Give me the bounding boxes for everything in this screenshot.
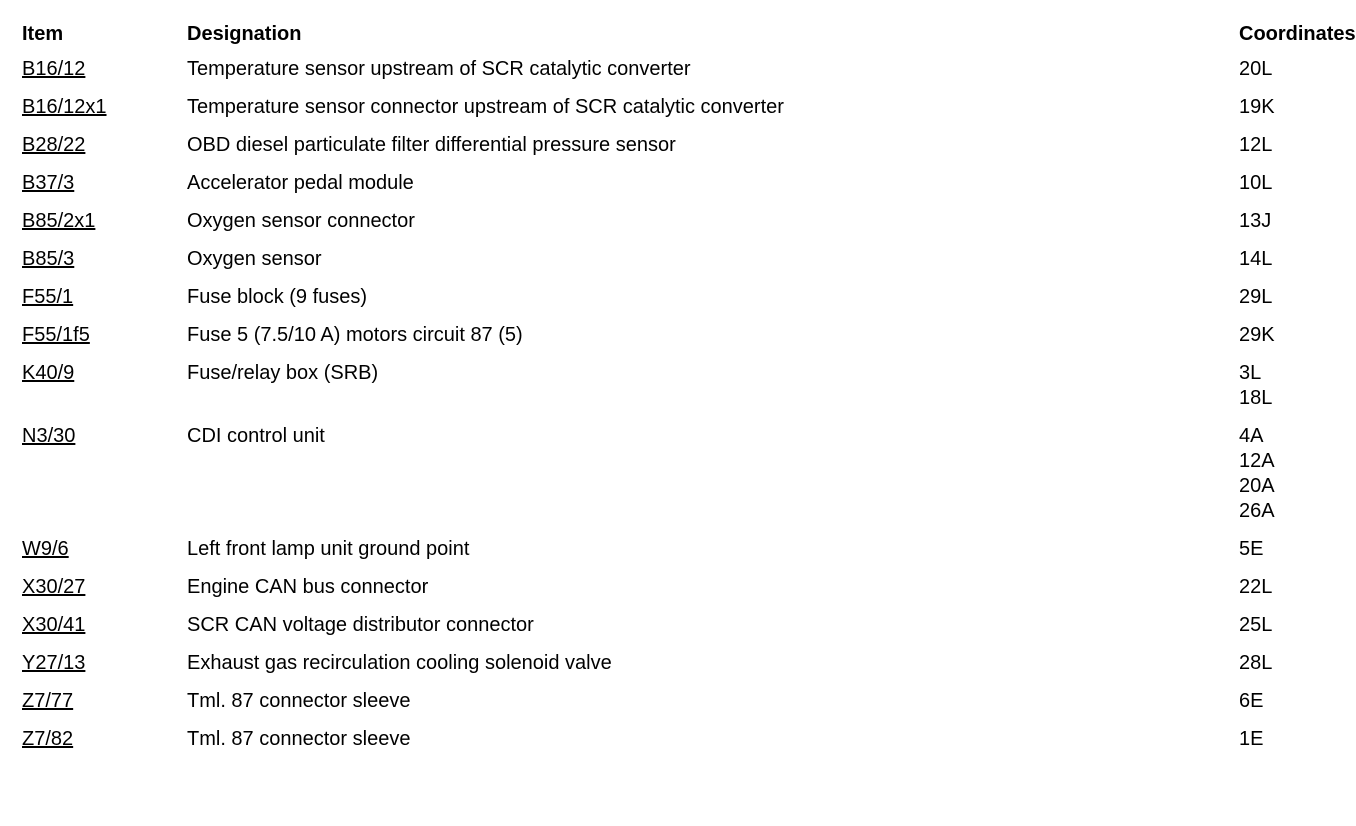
table-row bbox=[22, 50, 1322, 88]
item-link[interactable]: Z7/77 bbox=[22, 690, 74, 712]
item-cell bbox=[22, 568, 187, 606]
item-link[interactable]: X30/41 bbox=[22, 614, 86, 636]
item-link[interactable]: K40/9 bbox=[22, 362, 75, 384]
item-link[interactable]: W9/6 bbox=[22, 538, 69, 560]
item-cell bbox=[22, 417, 187, 530]
coordinate-value: 29L bbox=[1239, 286, 1273, 308]
coordinates-cell bbox=[1239, 126, 1322, 164]
item-link[interactable]: B37/3 bbox=[22, 172, 75, 194]
coordinates-cell bbox=[1239, 644, 1322, 682]
designation-cell: Accelerator pedal module bbox=[187, 172, 414, 194]
item-cell bbox=[22, 644, 187, 682]
coordinates-cell bbox=[1239, 682, 1322, 720]
item-cell bbox=[22, 240, 187, 278]
item-link[interactable]: B16/12x1 bbox=[22, 96, 107, 118]
coordinate-value: 13J bbox=[1239, 210, 1272, 232]
component-legend bbox=[22, 18, 1356, 758]
item-link[interactable]: B85/3 bbox=[22, 248, 75, 270]
coordinate-value: 20A bbox=[1239, 475, 1275, 497]
item-cell bbox=[22, 278, 187, 316]
coordinate-value: 12L bbox=[1239, 134, 1273, 156]
coordinates-cell bbox=[1239, 278, 1322, 316]
table-body bbox=[22, 50, 1322, 758]
designation-cell: Fuse/relay box (SRB) bbox=[187, 362, 379, 384]
designation-cell: Oxygen sensor connector bbox=[187, 210, 415, 232]
item-cell bbox=[22, 720, 187, 758]
item-link[interactable]: B85/2x1 bbox=[22, 210, 96, 232]
table-row bbox=[22, 88, 1322, 126]
item-cell bbox=[22, 88, 187, 126]
header-row bbox=[22, 18, 1322, 50]
item-link[interactable]: X30/27 bbox=[22, 576, 86, 598]
table-row bbox=[22, 278, 1322, 316]
designation-cell: Tml. 87 connector sleeve bbox=[187, 690, 411, 712]
item-link[interactable]: B28/22 bbox=[22, 134, 86, 156]
item-cell bbox=[22, 202, 187, 240]
coordinate-value: 3L bbox=[1239, 362, 1262, 384]
item-link[interactable]: F55/1 bbox=[22, 286, 74, 308]
coordinate-value: 26A bbox=[1239, 500, 1275, 522]
item-link[interactable]: Z7/82 bbox=[22, 728, 74, 750]
coordinate-value: 29K bbox=[1239, 324, 1275, 346]
coordinates-cell bbox=[1239, 720, 1322, 758]
item-cell bbox=[22, 164, 187, 202]
coordinates-cell bbox=[1239, 316, 1322, 354]
coordinate-value: 4A bbox=[1239, 425, 1264, 447]
item-cell bbox=[22, 682, 187, 720]
table-row bbox=[22, 606, 1322, 644]
table-row bbox=[22, 720, 1322, 758]
coordinate-value: 19K bbox=[1239, 96, 1275, 118]
table-row bbox=[22, 354, 1322, 417]
item-cell bbox=[22, 530, 187, 568]
coordinate-value: 1E bbox=[1239, 728, 1264, 750]
coordinate-value: 22L bbox=[1239, 576, 1273, 598]
coordinate-value: 6E bbox=[1239, 690, 1264, 712]
item-cell bbox=[22, 126, 187, 164]
coordinates-cell bbox=[1239, 417, 1322, 530]
item-link[interactable]: N3/30 bbox=[22, 425, 76, 447]
designation-cell: Left front lamp unit ground point bbox=[187, 538, 470, 560]
item-cell bbox=[22, 606, 187, 644]
coordinate-value: 25L bbox=[1239, 614, 1273, 636]
item-link[interactable]: F55/1f5 bbox=[22, 324, 90, 346]
coordinates-cell bbox=[1239, 354, 1322, 417]
item-link[interactable]: Y27/13 bbox=[22, 652, 86, 674]
table-row bbox=[22, 202, 1322, 240]
designation-cell: CDI control unit bbox=[187, 425, 325, 447]
coordinates-cell bbox=[1239, 164, 1322, 202]
designation-cell: OBD diesel particulate filter differential pressure sensor bbox=[187, 134, 676, 156]
header-item: Item bbox=[22, 22, 64, 45]
designation-cell: Fuse 5 (7.5/10 A) motors circuit 87 (5) bbox=[187, 324, 523, 346]
component-table bbox=[22, 18, 1356, 758]
item-cell bbox=[22, 50, 187, 88]
coordinate-value: 20L bbox=[1239, 58, 1273, 80]
coordinate-value: 5E bbox=[1239, 538, 1264, 560]
table-row bbox=[22, 530, 1322, 568]
designation-cell: Fuse block (9 fuses) bbox=[187, 286, 368, 308]
table-row bbox=[22, 417, 1322, 530]
table-row bbox=[22, 126, 1322, 164]
designation-cell: Exhaust gas recirculation cooling solenoid valve bbox=[187, 652, 612, 674]
designation-cell: Engine CAN bus connector bbox=[187, 576, 429, 598]
coordinates-cell bbox=[1239, 530, 1322, 568]
designation-cell: Temperature sensor upstream of SCR catalytic converter bbox=[187, 58, 691, 80]
table-row bbox=[22, 164, 1322, 202]
coordinate-value: 14L bbox=[1239, 248, 1273, 270]
coordinates-cell bbox=[1239, 202, 1322, 240]
coordinate-value: 18L bbox=[1239, 387, 1273, 409]
header-coordinates: Coordinates bbox=[1239, 22, 1356, 45]
table-row bbox=[22, 682, 1322, 720]
table-row bbox=[22, 316, 1322, 354]
coordinates-cell bbox=[1239, 88, 1322, 126]
designation-cell: Temperature sensor connector upstream of SCR catalytic converter bbox=[187, 96, 784, 118]
designation-cell: Tml. 87 connector sleeve bbox=[187, 728, 411, 750]
table-row bbox=[22, 568, 1322, 606]
designation-cell: Oxygen sensor bbox=[187, 248, 322, 270]
coordinate-value: 12A bbox=[1239, 450, 1275, 472]
coordinates-cell bbox=[1239, 606, 1322, 644]
table-row bbox=[22, 644, 1322, 682]
item-cell bbox=[22, 316, 187, 354]
designation-cell: SCR CAN voltage distributor connector bbox=[187, 614, 534, 636]
coordinate-value: 28L bbox=[1239, 652, 1273, 674]
item-cell bbox=[22, 354, 187, 417]
item-link[interactable]: B16/12 bbox=[22, 58, 86, 80]
coordinates-cell bbox=[1239, 50, 1322, 88]
coordinates-cell bbox=[1239, 240, 1322, 278]
header-designation: Designation bbox=[187, 22, 302, 45]
coordinates-cell bbox=[1239, 568, 1322, 606]
coordinate-value: 10L bbox=[1239, 172, 1273, 194]
table-row bbox=[22, 240, 1322, 278]
